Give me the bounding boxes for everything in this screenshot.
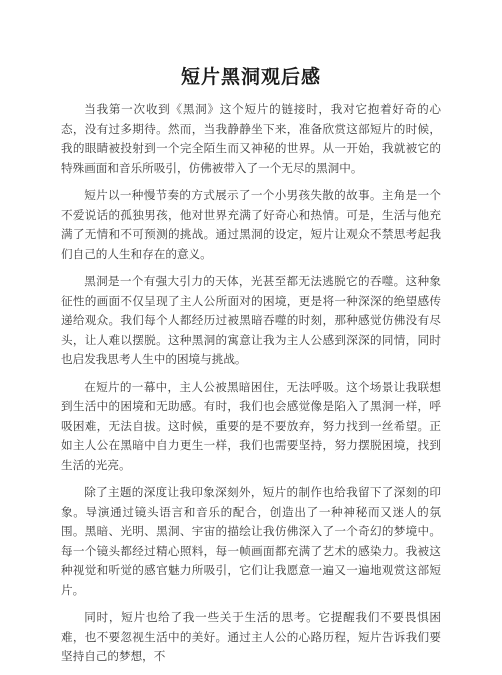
paragraph: 在短片的一幕中，主人公被黑暗困住，无法呼吸。这个场景让我联想到生活中的困境和无助感。有时，我们也会感觉像是陷入了黑洞一样，呼吸困难，无法自拔。这时候，重要的是不要放弃，努力找到一丝希望。正如主人公在黑暗中自力更生一样，我们也需要坚持，努力摆脱困境，找到生活的光亮。 xyxy=(61,379,441,472)
paragraph: 同时，短片也给了我一些关于生活的思考。它提醒我们不要畏惧困难，也不要忽视生活中的美好。通过主人公的心路历程，短片告诉我们要坚持自己的梦想，不 xyxy=(61,610,441,663)
paragraph: 短片以一种慢节奏的方式展示了一个小男孩失散的故事。主角是一个不爱说话的孤独男孩，他对世界充满了好奇心和热情。可是，生活与他充满了无情和不可预测的挑战。通过黑洞的设定，短片让观众不禁思考起我们自己的人生和存在的意义。 xyxy=(61,188,441,261)
document-body xyxy=(61,100,441,675)
paragraph: 当我第一次收到《黑洞》这个短片的链接时，我对它抱着好奇的心态，没有过多期待。然而，当我静静坐下来，准备欣赏这部短片的时候，我的眼睛被投射到一个完全陌生而又神秘的世界。从一开始，我就被它的特殊画面和音乐所吸引，仿佛被带入了一个无尽的黑洞中。 xyxy=(61,102,441,175)
paragraph: 黑洞是一个有强大引力的天体，光甚至都无法逃脱它的吞噬。这种象征性的画面不仅呈现了主人公所面对的困境，更是将一种深深的绝望感传递给观众。我们每个人都经历过被黑暗吞噬的时刻，那种感觉仿佛没有尽头，让人难以摆脱。这种黑洞的寓意让我为主人公感到深深的同情，同时也启发我思考人生中的困境与挑战。 xyxy=(61,274,441,366)
document-title: 短片黑洞观后感 xyxy=(180,66,321,88)
paragraph: 除了主题的深度让我印象深刻外，短片的制作也给我留下了深刻的印象。导演通过镜头语言和音乐的配合，创造出了一种神秘而又迷人的氛围。黑暗、光明、黑洞、宇宙的描绘让我仿佛深入了一个奇幻的梦境中。每一个镜头都经过精心照料，每一帧画面都充满了艺术的感染力。我被这种视觉和听觉的感官魅力所吸引，它们让我愿意一遍又一遍地观赏这部短片。 xyxy=(61,485,441,597)
